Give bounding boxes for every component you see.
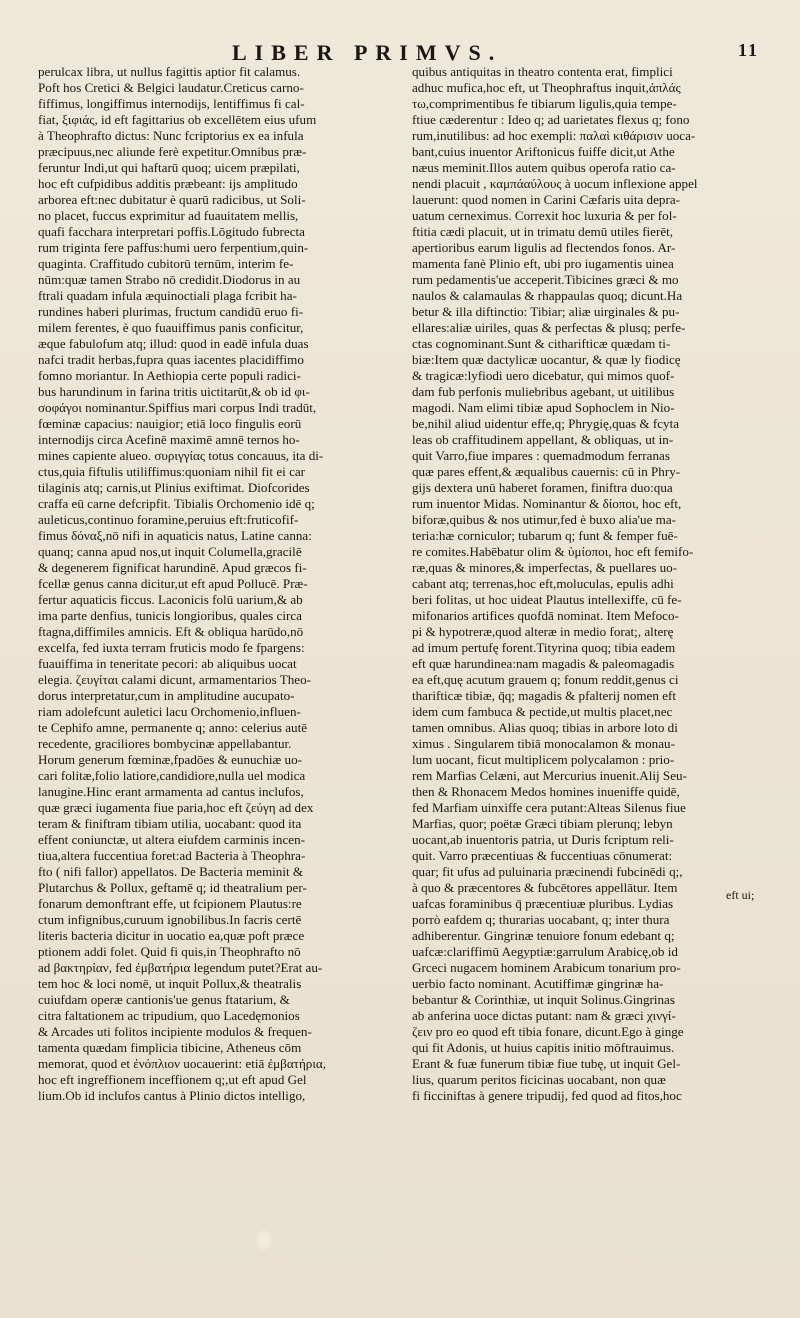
text-line: rum triginta fere paffus:humi uero ferpentium,quin- — [38, 240, 309, 255]
text-line: ima parte denfius, tunicis longioribus, quales circa — [38, 608, 302, 623]
text-line: tamenta quædam fimplicia tibicine, Atheneus cōm — [38, 1040, 302, 1055]
text-line: fimus δόναξ,nō nifi in aquaticis natus, Latine canna: — [38, 528, 312, 543]
text-line: re comites.Habēbatur olim & ὑμίοποι, hoc eft femifo- — [412, 544, 694, 559]
text-line: cabant atq; terrenas,hoc eft,moluculas, epulis adhi — [412, 576, 674, 591]
text-line: ad βακτηρίαν, fed ἐμβατήρια legendum putet?Erat au- — [38, 960, 323, 975]
text-line: tilaginis atq; carnis,ut Plinius exiftimat. Diofcorides — [38, 480, 310, 495]
text-line: ad imum pertufę forent.Tityrina quoq; tibia eadem — [412, 640, 676, 655]
text-line: elegia. ζευγίται calami dicunt, armamentarios Theo- — [38, 672, 311, 687]
text-line: recedente, graciliores bombycinæ appellabantur. — [38, 736, 292, 751]
text-line: tamen omnibus. Alias quoq; tibias in arbore loto di — [412, 720, 678, 735]
text-line: auleticus,continuo foramine,peruius eft:fruticofif- — [38, 512, 299, 527]
text-line: ea eft,quę acutum grauem q; fonum reddit,genus ci — [412, 672, 679, 687]
text-line: Poft hos Cretici & Belgici laudatur.Creticus carno- — [38, 80, 304, 95]
text-line: uerbio facto nominant. Acutiffimæ gingrinæ ha- — [412, 976, 664, 991]
text-line: rum inuentor Midas. Nominantur & δίοποι, hoc eft, — [412, 496, 682, 511]
text-line: quit. Varro præcentiuas & fuccentiuas cōnumerat: — [412, 848, 673, 863]
text-line: ellares:aliæ uiriles, quas & perfectas & plusq; perfe- — [412, 320, 686, 335]
text-line: quaginta. Craffitudo cubitorū ternūm, interim fe- — [38, 256, 294, 271]
text-line: lum uocant, ficut multiplicem polycalamon : prio- — [412, 752, 675, 767]
text-line: biforæ,quibus & nos utimur,fed è buxo alia'ue ma- — [412, 512, 677, 527]
paper-stain — [255, 1229, 273, 1251]
text-line: quar; fit ufus ad puluinaria præcinendi fubcinēdi q;, — [412, 864, 683, 879]
text-line: ftagna,diffimiles amnicis. Eft & obliqua harūdo,nō — [38, 624, 304, 639]
text-line: adhuc mufica,hoc eft, ut Theophraftus inquit,ἀπλάς — [412, 80, 681, 95]
text-line: fomno moriantur. In Aethiopia certe populi radici- — [38, 368, 301, 383]
text-line: feruntur Indi,ut qui haftarū quoq; uicem præpilati, — [38, 160, 300, 175]
text-line: apertioribus earum ligulis ad flectendos fonos. Ar- — [412, 240, 676, 255]
text-line: uocant,ab inuentoris patria, ut Duris fcriptum reli- — [412, 832, 674, 847]
text-line: citra faltationem ac tripudium, quo Lacedęmonios — [38, 1008, 300, 1023]
folio-number: 11 — [738, 40, 760, 60]
text-line: rum,inutilibus: ad hoc exempli: παλαὶ κιθάρισιν uoca- — [412, 128, 696, 143]
text-line: bebantur & Corinthiæ, ut inquit Solinus.Gingrinas — [412, 992, 675, 1007]
text-line: ftiue cæderentur : Ideo q; ad uarietates flexus q; fono — [412, 112, 690, 127]
text-line: ctus,quia fiftulis utiliffimus:quoniam nihil fit ei car — [38, 464, 306, 479]
text-line: Grceci nugacem hominem Arabicum tonarium pro- — [412, 960, 681, 975]
text-line: hoc eft ingreffionem inceffionem q;,ut eft apud Gel — [38, 1072, 307, 1087]
text-line: literis bacteria dicitur in uocatio ea,quæ poft præce — [38, 928, 305, 943]
text-line: riam adolefcunt auletici lacu Orchomenio,influen- — [38, 704, 301, 719]
text-line: lius, quarum peritos ficicinas uocabant, non quæ — [412, 1072, 666, 1087]
text-line: biæ:Item quæ dactylicæ uocantur, & quæ ly fiodicę — [412, 352, 681, 367]
text-line: nafci tradit herbas,fupra quas iacentes placidiffimo — [38, 352, 304, 367]
text-line: præcipuus,nec aliunde ferè expetitur.Omnibus præ- — [38, 144, 307, 159]
text-line: no placet, fuccus exprimitur ad fuauitatem mellis, — [38, 208, 299, 223]
text-line: ptionem addi folet. Quid fi quis,in Theophrafto nō — [38, 944, 301, 959]
text-line: à Theophrafto dictus: Nunc fcriptorius ex ea infula — [38, 128, 304, 143]
text-line: gijs dextera unū haberet foramen, finiftra duo:qua — [412, 480, 673, 495]
text-line: adhiberentur. Gingrinæ tenuiore fonum edebant q; — [412, 928, 675, 943]
text-line: ab anferina uoce dictas putant: nam & græci χινγί- — [412, 1008, 676, 1023]
text-line: milem ferentes, è quo fuauiffimus panis conficitur, — [38, 320, 304, 335]
text-line: tharifticæ tibiæ, q̄q; magadis & pfalterij nomen eft — [412, 688, 676, 703]
text-line: tiua,altera fuccentiua foret:ad Bacteria à Theophra- — [38, 848, 306, 863]
text-line: quæ græci iugamenta fiue paria,hoc eft ζεύγη ad dex — [38, 800, 314, 815]
running-title: LIBER PRIMVS. — [232, 40, 503, 65]
text-line: lium.Ob id inclufos cantus à Plinio dictos intelligo, — [38, 1088, 306, 1103]
text-line: næus meminit.Illos autem quibus operofa ratio ca- — [412, 160, 676, 175]
text-line: ftrali quadam infula æquinoctiali plaga fcribit ha- — [38, 288, 297, 303]
page-header — [0, 40, 800, 64]
text-line: porrò eafdem q; thurarias uocabant, q; inter thura — [412, 912, 670, 927]
text-line: fi ficciniftas à genere tripudij, fed quod ad fitos,hoc — [412, 1088, 682, 1103]
text-line: ftitia cædi placuit, ut in trimatu demū utiles fierēt, — [412, 224, 674, 239]
text-line: fed Marfiam uinxiffe cera putant:Alteas Silenus fiue — [412, 800, 686, 815]
text-line: cuiufdam operæ cantionis'ue genus ftatarium, & — [38, 992, 290, 1007]
text-line: rundines haberi plurimas, fructum candidū eruo fi- — [38, 304, 304, 319]
text-line: dorus interpretatur,cum in amplitudine aucupato- — [38, 688, 295, 703]
text-line: Marfias, quor; poëtæ Græci tibiam plerunq; lebyn — [412, 816, 673, 831]
text-line: qui fit Adonis, ut huius capitis initio mōftrauimus. — [412, 1040, 675, 1055]
text-line: lauerunt: quod nomen in Carini Cæfaris uita depra- — [412, 192, 680, 207]
text-line: hoc eft cufpidibus additis præbeant: ijs amplitudo — [38, 176, 298, 191]
text-line: naulos & calamaulas & rhappaulas quoq; dicunt.Ha — [412, 288, 683, 303]
text-line: magodi. Nam elimi tibiæ apud Sophoclem in Nio- — [412, 400, 675, 415]
text-line: internodijs circa Acefinē maximē amnē ternos ho- — [38, 432, 300, 447]
text-line: fertur aquaticis ficcus. Laconicis folū uarium,& ab — [38, 592, 303, 607]
text-line: te Cephifo amne, permanente q; anno: celerius autē — [38, 720, 308, 735]
text-line: bant,cuius inuentor Ariftonicus fuiffe dicit,ut Athe — [412, 144, 675, 159]
text-line: idem cum fambuca & pectide,ut multis placet,nec — [412, 704, 673, 719]
text-line: uatum cerneximus. Correxit hoc luxuria & per fol- — [412, 208, 677, 223]
text-line: ζειν pro eo quod eft tibia fonare, dicunt.Ego à ginge — [412, 1024, 684, 1039]
text-line: bus harundinum in farina tritis uictitarūt,& ob id φι- — [38, 384, 310, 399]
text-line: perulcax libra, ut nullus fagittis aptior fit calamus. — [38, 64, 301, 79]
text-line: rem Marfias Celæni, aut Mercurius inuenit.Alij Seu- — [412, 768, 687, 783]
text-line: be,nihil aliud uidentur effe,q; Phrygię,quas & fcyta — [412, 416, 680, 431]
text-line: fuauiffima in teneritate pecori: ab aliquibus uocat — [38, 656, 297, 671]
text-line: quanq; canna apud nos,ut inquit Columella,gracilē — [38, 544, 302, 559]
text-line: Erant & fuæ funerum tibiæ fiue tubę, ut inquit Gel- — [412, 1056, 681, 1071]
text-line: uafcæ:clariffimū Aegyptiæ:garrulum Arabicę,ob id — [412, 944, 678, 959]
text-line: ximus . Singularem tibiā monocalamon & monau- — [412, 736, 675, 751]
text-line: rum pedamentis'ue acceperit.Tibicines græci & mo — [412, 272, 679, 287]
text-line: & Arcades uti folitos incipiente modulos & frequen- — [38, 1024, 312, 1039]
catchword: eft ui; — [726, 888, 755, 902]
text-line: cari folitæ,folio latiore,candidiore,nulla uel modica — [38, 768, 306, 783]
text-line: quafi facchara interpretari poffis.Lōgitudo fubrecta — [38, 224, 305, 239]
text-line: ctum infignibus,curuum ignobilibus.In facris certē — [38, 912, 302, 927]
text-line: memorat, quod et ἐνόπλιον uocauerint: etiā ἐμβατήρια, — [38, 1056, 326, 1071]
text-line: fcellæ genus canna dicitur,ut eft apud Pollucē. Præ- — [38, 576, 308, 591]
text-line: nendi placuit , καμπάαύλους à uocum inflexione appel — [412, 176, 698, 191]
text-line: dam fub perfonis muliebribus agebant, ut uitilibus — [412, 384, 675, 399]
text-line: fœminæ capacius: nauigior; etiā loco fingulis eorū — [38, 416, 302, 431]
text-line: leas ob craffitudinem appellant, & obliquas, ut in- — [412, 432, 674, 447]
text-line: ræ,quas & minores,& imperfectas, & puellares uo- — [412, 560, 678, 575]
text-line: quit Varro,fiue impares : quemadmodum ferranas — [412, 448, 670, 463]
text-line: Plutarchus & Pollux, geftamē q; id theatralium per- — [38, 880, 307, 895]
text-line: Horum generum fœminæ,fpadōes & eunuchiæ uo- — [38, 752, 303, 767]
text-line: mifonarios artifices quofdā nominat. Item Mefoco- — [412, 608, 679, 623]
text-line: quæ pares effent,& æqualibus cauernis: cū in Phry- — [412, 464, 681, 479]
text-line: à quo & præcentores & fubcētores appellātur. Item — [412, 880, 678, 895]
left-text-column — [38, 64, 392, 1104]
text-line: eft quæ harundinea:nam magadis & paleomagadis — [412, 656, 675, 671]
text-line: fto ( nifi fallor) appellatos. De Bacteria meminit & — [38, 864, 304, 879]
text-line: fiat, ξιφιάς, id eft fagittarius ob excellētem eius ufum — [38, 112, 317, 127]
text-line: arborea eft:nec dubitatur è quarū radicibus, ut Soli- — [38, 192, 306, 207]
text-line: teria:hæ corniculor; tubarum q; funt & femper fuē- — [412, 528, 678, 543]
text-line: & tragicæ:lyfiodi uero dicebatur, qui mimos quof- — [412, 368, 675, 383]
text-line: then & Rhonacem Medos homines inueniffe quidē, — [412, 784, 680, 799]
text-line: effent coniunctæ, ut altera eiufdem carminis incen- — [38, 832, 305, 847]
text-line: lanugine.Hinc erant armamenta ad cantus inclufos, — [38, 784, 304, 799]
text-line: ctas cognominant.Sunt & citharifticæ quædam ti- — [412, 336, 671, 351]
text-line: quibus antiquitas in theatro contenta erat, fimplici — [412, 64, 673, 79]
text-line: nūm:quæ tamen Strabo nō credidit.Diodorus in au — [38, 272, 301, 287]
text-line: & degenerem fignificat harundinē. Apud græcos fi- — [38, 560, 307, 575]
text-line: pi & hypotreræ,quod alteræ in medio forat;, alterę — [412, 624, 674, 639]
text-line: craffa eū carne defcripfit. Tibialis Orchomenio idē q; — [38, 496, 315, 511]
text-line: uafcas foraminibus q̄ præcentiuæ pluribus. Lydias — [412, 896, 674, 911]
text-line: τω,comprimentibus fe tibiarum ligulis,quia tempe- — [412, 96, 677, 111]
text-line: σοφάγοι nominantur.Spiffius mari corpus Indi tradūt, — [38, 400, 317, 415]
text-line: excelfa, fed iuxta terram fruticis modo fe fpargens: — [38, 640, 305, 655]
text-line: betur & illa diftinctio: Tibiar; aliæ uirginales & pu- — [412, 304, 680, 319]
text-line: tem hoc & loci nomē, ut inquit Pollux,& theatralis — [38, 976, 302, 991]
text-line: teram & finiftram tibiam utilia, uocabant: quod ita — [38, 816, 302, 831]
right-text-column — [412, 64, 780, 1104]
text-line: mamenta fanè Plinio eft, ubi pro iugamentis uinea — [412, 256, 674, 271]
text-line: mines capiente alueo. συριγγίας totus concauus, ita di- — [38, 448, 324, 463]
text-line: fiffimus, longiffimus internodijs, lentiffimus fi cal- — [38, 96, 305, 111]
text-line: beri folitas, ut hoc uideat Plautus intellexiffe, cū fe- — [412, 592, 682, 607]
text-line: æque fabulofum atq; illud: quod in eadē infula duas — [38, 336, 309, 351]
text-line: fonarum demonftrant effe, ut fcipionem Plautus:re — [38, 896, 302, 911]
